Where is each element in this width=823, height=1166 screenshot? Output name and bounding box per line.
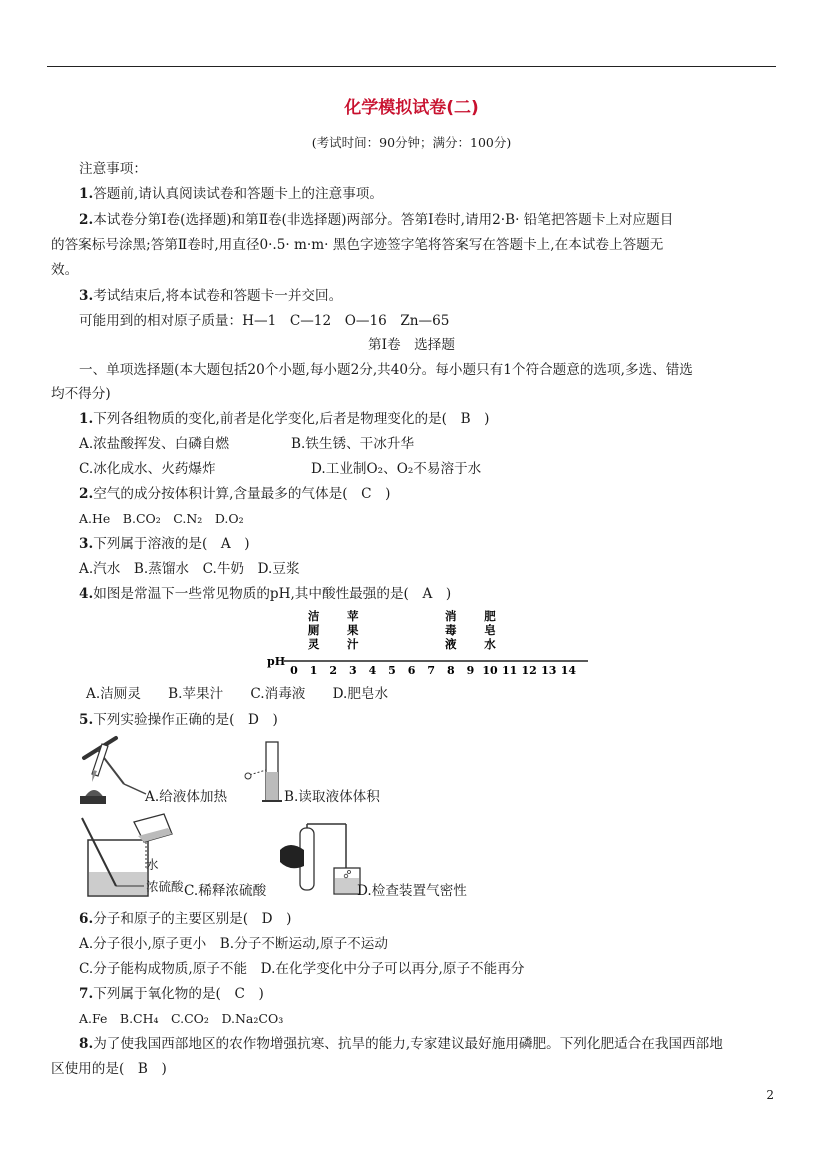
question-7 (79, 985, 264, 1003)
question-number: 7. (79, 986, 94, 1002)
heating-liquid-illustration (76, 734, 152, 806)
ph-tick-label: 13 (541, 664, 557, 677)
notice-number: 3. (79, 288, 94, 304)
ph-substance-label: 毒 (445, 623, 457, 637)
notice-text-cont: 的答案标号涂黑;答第Ⅱ卷时,用直径0·.5· m·m· 黑色字迹签字笔将答案写在答题卡上,在本试卷上答题无 (51, 237, 664, 253)
options: A.分子很小,原子更小 B.分子不断运动,原子不运动 (79, 936, 388, 952)
part-intro: 一、单项选择题(本大题包括20个小题,每小题2分,共40分。每小题只有1个符合题意的选项,多选、错选 (79, 362, 693, 378)
notice-text: 本试卷分第Ⅰ卷(选择题)和第Ⅱ卷(非选择题)两部分。答第Ⅰ卷时,请用2·B· 铅笔把答题卡上对应题目 (93, 212, 674, 228)
question-1 (79, 410, 489, 428)
question-8 (79, 1035, 723, 1053)
ph-substance-label: 洁 (307, 609, 320, 623)
page-number: 2 (766, 1088, 774, 1102)
ph-tick-label: 12 (521, 664, 537, 677)
option-a-label: A.给液体加热 (145, 789, 228, 805)
question-2 (79, 485, 390, 503)
ph-substance-label: 皂 (484, 623, 496, 637)
options: A.洁厕灵 B.苹果汁 C.消毒液 D.肥皂水 (86, 686, 389, 702)
ph-substance-label: 苹 (347, 609, 359, 623)
ph-scale-figure (262, 608, 592, 680)
question-stem: 下列属于氧化物的是( C ) (93, 986, 264, 1002)
option-c: C.冰化成水、火药爆炸 (79, 461, 216, 477)
ph-substance-label: 灵 (307, 637, 320, 651)
graduated-cylinder-illustration (238, 740, 288, 804)
notice-number: 2. (79, 212, 94, 228)
question-3 (79, 535, 250, 553)
option-a: A.浓盐酸挥发、白磷自燃 (79, 436, 230, 452)
page-title: 化学模拟试卷(二) (344, 98, 479, 118)
ph-scale-svg (262, 608, 592, 680)
question-number: 5. (79, 712, 94, 728)
ph-tick-label: 7 (427, 664, 436, 677)
atomic-masses: 可能用到的相对原子质量：H—1 C—12 O—16 Zn—65 (79, 313, 450, 329)
question-stem: 下列实验操作正确的是( D ) (93, 712, 278, 728)
notice-heading: 注意事项： (79, 161, 147, 177)
ph-tick-label: 1 (309, 664, 318, 677)
question-number: 2. (79, 486, 94, 502)
ph-tick-label: 11 (501, 664, 518, 677)
part-intro-cont: 均不得分) (51, 386, 111, 402)
ph-tick-label: 8 (446, 664, 455, 677)
question-number: 6. (79, 911, 94, 927)
option-d-label: D.检查装置气密性 (357, 883, 467, 899)
question-number: 3. (79, 536, 94, 552)
ph-substance-label: 厕 (307, 623, 320, 637)
options: A.Fe B.CH₄ C.CO₂ D.Na₂CO₃ (79, 1011, 284, 1026)
header-rule (47, 66, 776, 67)
ph-substance-label: 肥 (484, 609, 496, 623)
question-4 (79, 585, 451, 603)
ph-tick-label: 0 (290, 664, 298, 677)
water-label: 水 (146, 857, 159, 872)
question-stem: 如图是常温下一些常见物质的pH,其中酸性最强的是( A ) (93, 586, 452, 602)
option-b: B.铁生锈、干冰升华 (291, 436, 415, 452)
ph-substance-label: 水 (484, 637, 496, 651)
ph-tick-label: 10 (482, 664, 498, 677)
options: A.He B.CO₂ C.N₂ D.O₂ (79, 511, 244, 526)
exam-info: (考试时间：90分钟；满分：100分) (311, 135, 512, 150)
notice-item-1 (79, 185, 383, 203)
notice-text: 考试结束后,将本试卷和答题卡一并交回。 (93, 288, 343, 304)
question-5 (79, 711, 278, 729)
ph-tick-label: 9 (466, 664, 475, 677)
notice-text-cont: 效。 (51, 262, 79, 278)
ph-tick-label: 3 (348, 664, 357, 677)
option-c-label: C.稀释浓硫酸 (184, 883, 267, 899)
notice-item-3 (79, 287, 342, 305)
ph-tick-label: 14 (560, 664, 577, 677)
option-b-label: B.读取液体体积 (284, 789, 380, 805)
question-stem-cont: 区使用的是( B ) (51, 1061, 167, 1077)
question-stem: 为了使我国西部地区的农作物增强抗寒、抗旱的能力,专家建议最好施用磷肥。下列化肥适合在我国西部地 (93, 1036, 723, 1052)
notice-number: 1. (79, 186, 94, 202)
ph-tick-label: 6 (407, 664, 416, 677)
option-d: D.工业制O₂、O₂不易溶于水 (311, 461, 482, 477)
question-number: 8. (79, 1036, 94, 1052)
options: C.分子能构成物质,原子不能 D.在化学变化中分子可以再分,原子不能再分 (79, 961, 525, 977)
acid-label: 浓硫酸 (146, 879, 184, 894)
ph-substance-label: 液 (445, 637, 457, 651)
question-6 (79, 910, 291, 928)
options: A.汽水 B.蒸馏水 C.牛奶 D.豆浆 (79, 561, 300, 577)
ph-substance-label: 汁 (347, 637, 359, 651)
section-title: 第Ⅰ卷 选择题 (368, 337, 455, 353)
ph-tick-label: 5 (388, 664, 396, 677)
ph-axis-label: pH (267, 655, 286, 668)
ph-substance-label: 消 (445, 609, 457, 623)
ph-tick-label: 4 (368, 664, 377, 677)
ph-tick-label: 2 (329, 664, 338, 677)
notice-text: 答题前,请认真阅读试卷和答题卡上的注意事项。 (93, 186, 383, 202)
question-stem: 下列属于溶液的是( A ) (93, 536, 250, 552)
question-stem: 空气的成分按体积计算,含量最多的气体是( C ) (93, 486, 391, 502)
airtightness-check-illustration (276, 822, 366, 898)
ph-substance-label: 果 (347, 623, 359, 637)
question-number: 4. (79, 586, 94, 602)
question-stem: 分子和原子的主要区别是( D ) (93, 911, 292, 927)
notice-item-2 (79, 211, 673, 229)
question-number: 1. (79, 411, 94, 427)
question-stem: 下列各组物质的变化,前者是化学变化,后者是物理变化的是( B ) (93, 411, 490, 427)
